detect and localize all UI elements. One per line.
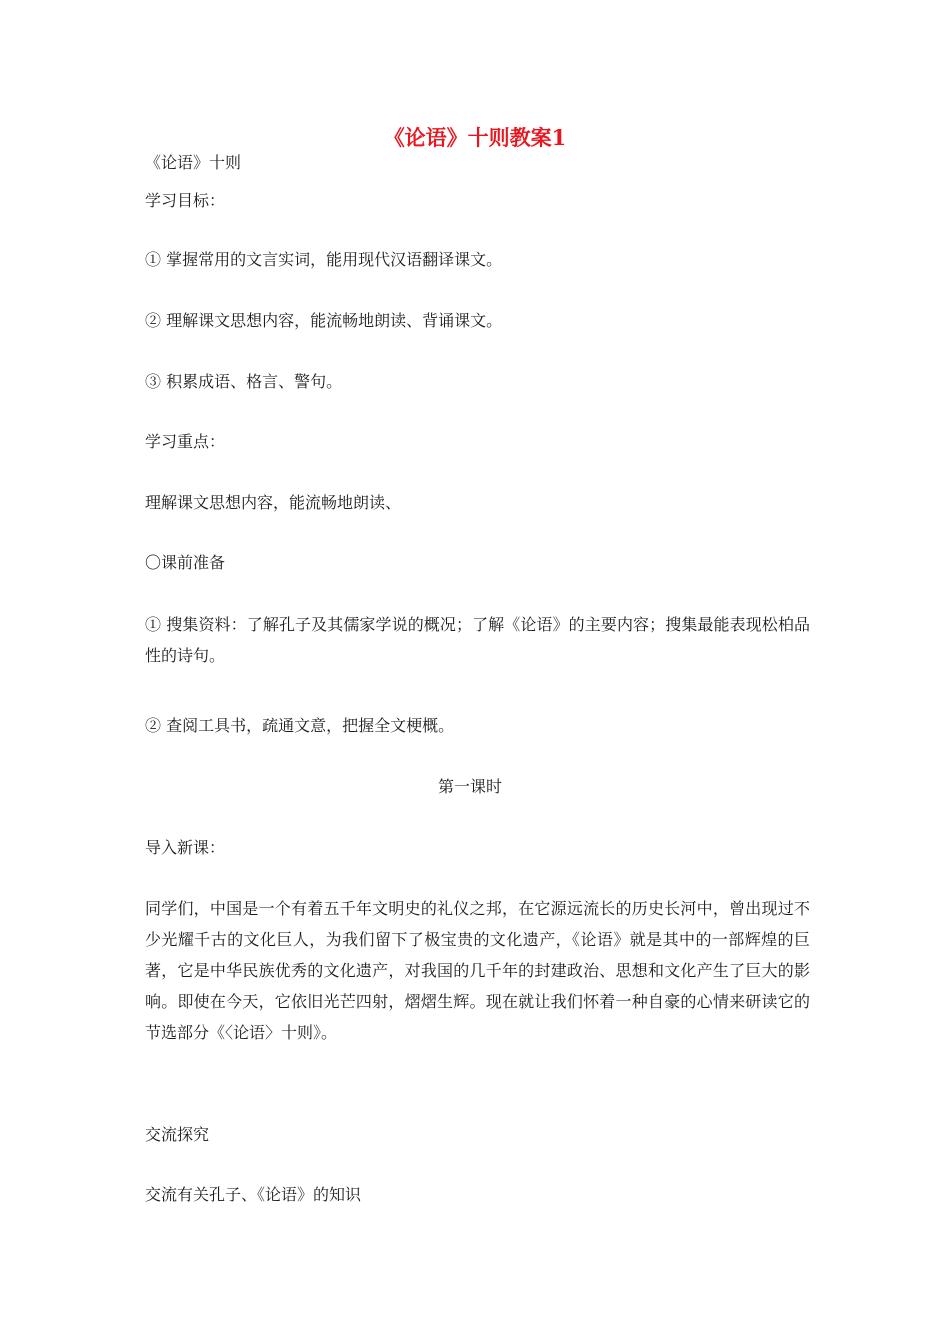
intro-heading: 导入新课： [145,838,226,857]
goals-heading: 学习目标： [145,191,226,210]
goal-item-2: ② 理解课文思想内容，能流畅地朗读、背诵课文。 [145,311,503,330]
focus-text: 理解课文思想内容，能流畅地朗读、 [145,493,402,512]
goal-item-1: ① 掌握常用的文言实词，能用现代汉语翻译课文。 [145,250,503,269]
explore-text: 交流有关孔子、《论语》的知识 [145,1185,362,1204]
lesson-heading: 第一课时 [437,777,502,796]
prep-item-2: ② 查阅工具书，疏通文意，把握全文梗概。 [145,716,455,735]
explore-heading: 交流探究 [145,1125,210,1144]
intro-paragraph: 同学们，中国是一个有着五千年文明史的礼仪之邦，在它源远流长的历史长河中，曾出现过不少光耀千古的文化巨人，为我们留下了极宝贵的文化遗产，《论语》就是其中的一部辉煌的巨著，它是中华民族优秀的文化遗产，对我国的几千年的封建政治、思想和文化产生了巨大的影响。即使在今天，它依旧光芒四射，熠熠生辉。现在就让我们怀着一种自豪的心情来研读它的节选部分《〈论语〉十则》。 [145,899,810,1042]
prep-item-1: ① 搜集资料：了解孔子及其儒家学说的概况；了解《论语》的主要内容；搜集最能表现松柏品性的诗句。 [145,615,810,665]
document-title: 《论语》十则教案1 [383,125,567,150]
focus-heading: 学习重点： [145,432,226,451]
prep-heading: 〇课前准备 [145,553,226,572]
document-subtitle: 《论语》十则 [145,153,242,172]
goal-item-3: ③ 积累成语、格言、警句。 [145,372,343,391]
